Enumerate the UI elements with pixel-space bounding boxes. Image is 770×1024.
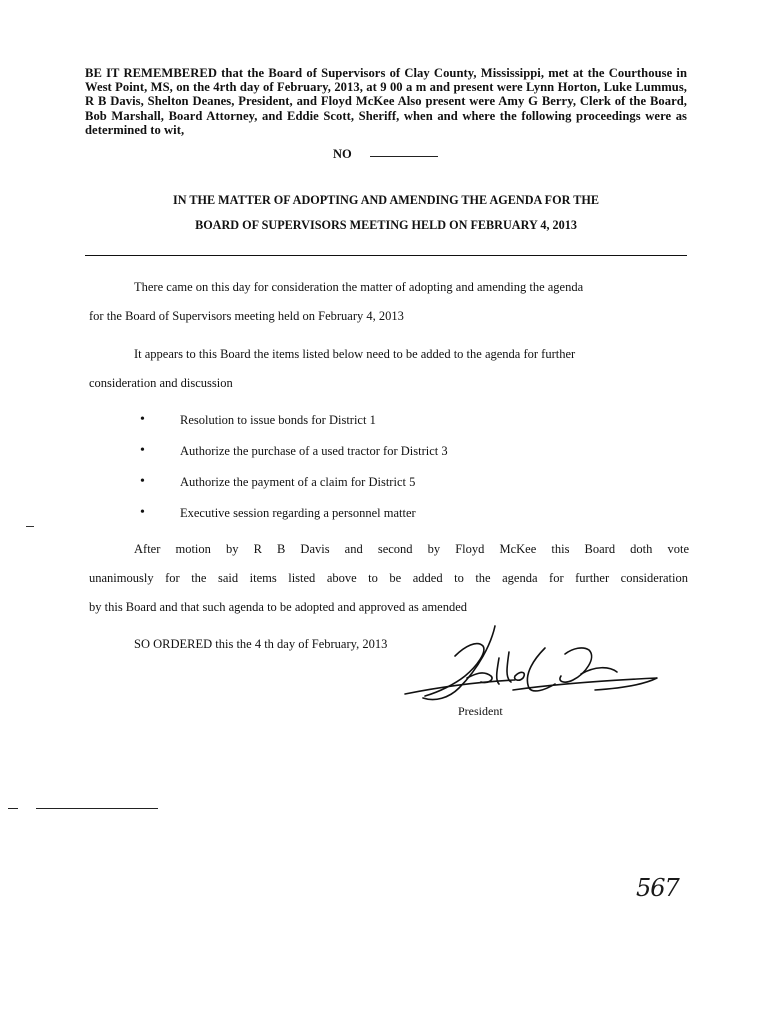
agenda-item-list [140,413,448,537]
margin-mark [8,808,18,809]
paragraph-3-line-3: by this Board and that such agenda to be adopted and approved as amended [89,600,468,614]
agenda-item: • Resolution to issue bonds for District 1 [140,413,448,444]
president-signature [395,618,665,708]
matter-title [85,188,687,238]
intro-paragraph: BE IT REMEMBERED that the Board of Supervisors of Clay County, Mississippi, met at the Courthouse in West Point, MS, on the 4rth day of February, 2013, at 9 00 a m and present were Lynn Horton, Luke Lummus, R B Davis, Shelton Deanes, President, and Floyd McKee Also present were Amy G Berry, Clerk of the Board, Bob Marshall, Board Attorney, and Eddie Scott, Sheriff, when and where the following proceedings were as determined to wit, [85,66,687,137]
title-line-2: BOARD OF SUPERVISORS MEETING HELD ON FEBRUARY 4, 2013 [195,218,577,232]
agenda-item: • Authorize the purchase of a used tractor for District 3 [140,444,448,475]
paragraph-3-line-1: After motion by R B Davis and second by Floyd McKee this Board doth vote [134,542,689,556]
signer-title: President [458,704,503,718]
minute-number [333,147,438,162]
agenda-item: • Executive session regarding a personnel matter [140,506,448,537]
number-blank-line [370,156,438,157]
paragraph-1-line-2: for the Board of Supervisors meeting held on February 4, 2013 [89,309,404,323]
footer-rule [36,808,158,809]
page-number: 567 [636,874,679,902]
paragraph-2-line-2: consideration and discussion [89,376,233,390]
so-ordered-line: SO ORDERED this the 4 th day of February, 2013 [134,637,388,651]
margin-mark [26,526,34,527]
paragraph-3-line-2: unanimously for the said items listed above to be added to the agenda for further consideration [89,571,688,585]
title-line-1: IN THE MATTER OF ADOPTING AND AMENDING THE AGENDA FOR THE [173,193,599,207]
agenda-item: • Authorize the payment of a claim for District 5 [140,475,448,506]
number-label: NO [333,147,352,161]
paragraph-1-line-1: There came on this day for consideration the matter of adopting and amending the agenda [134,280,584,294]
paragraph-2-line-1: It appears to this Board the items listed below need to be added to the agenda for further [134,347,576,361]
title-divider [85,255,687,256]
